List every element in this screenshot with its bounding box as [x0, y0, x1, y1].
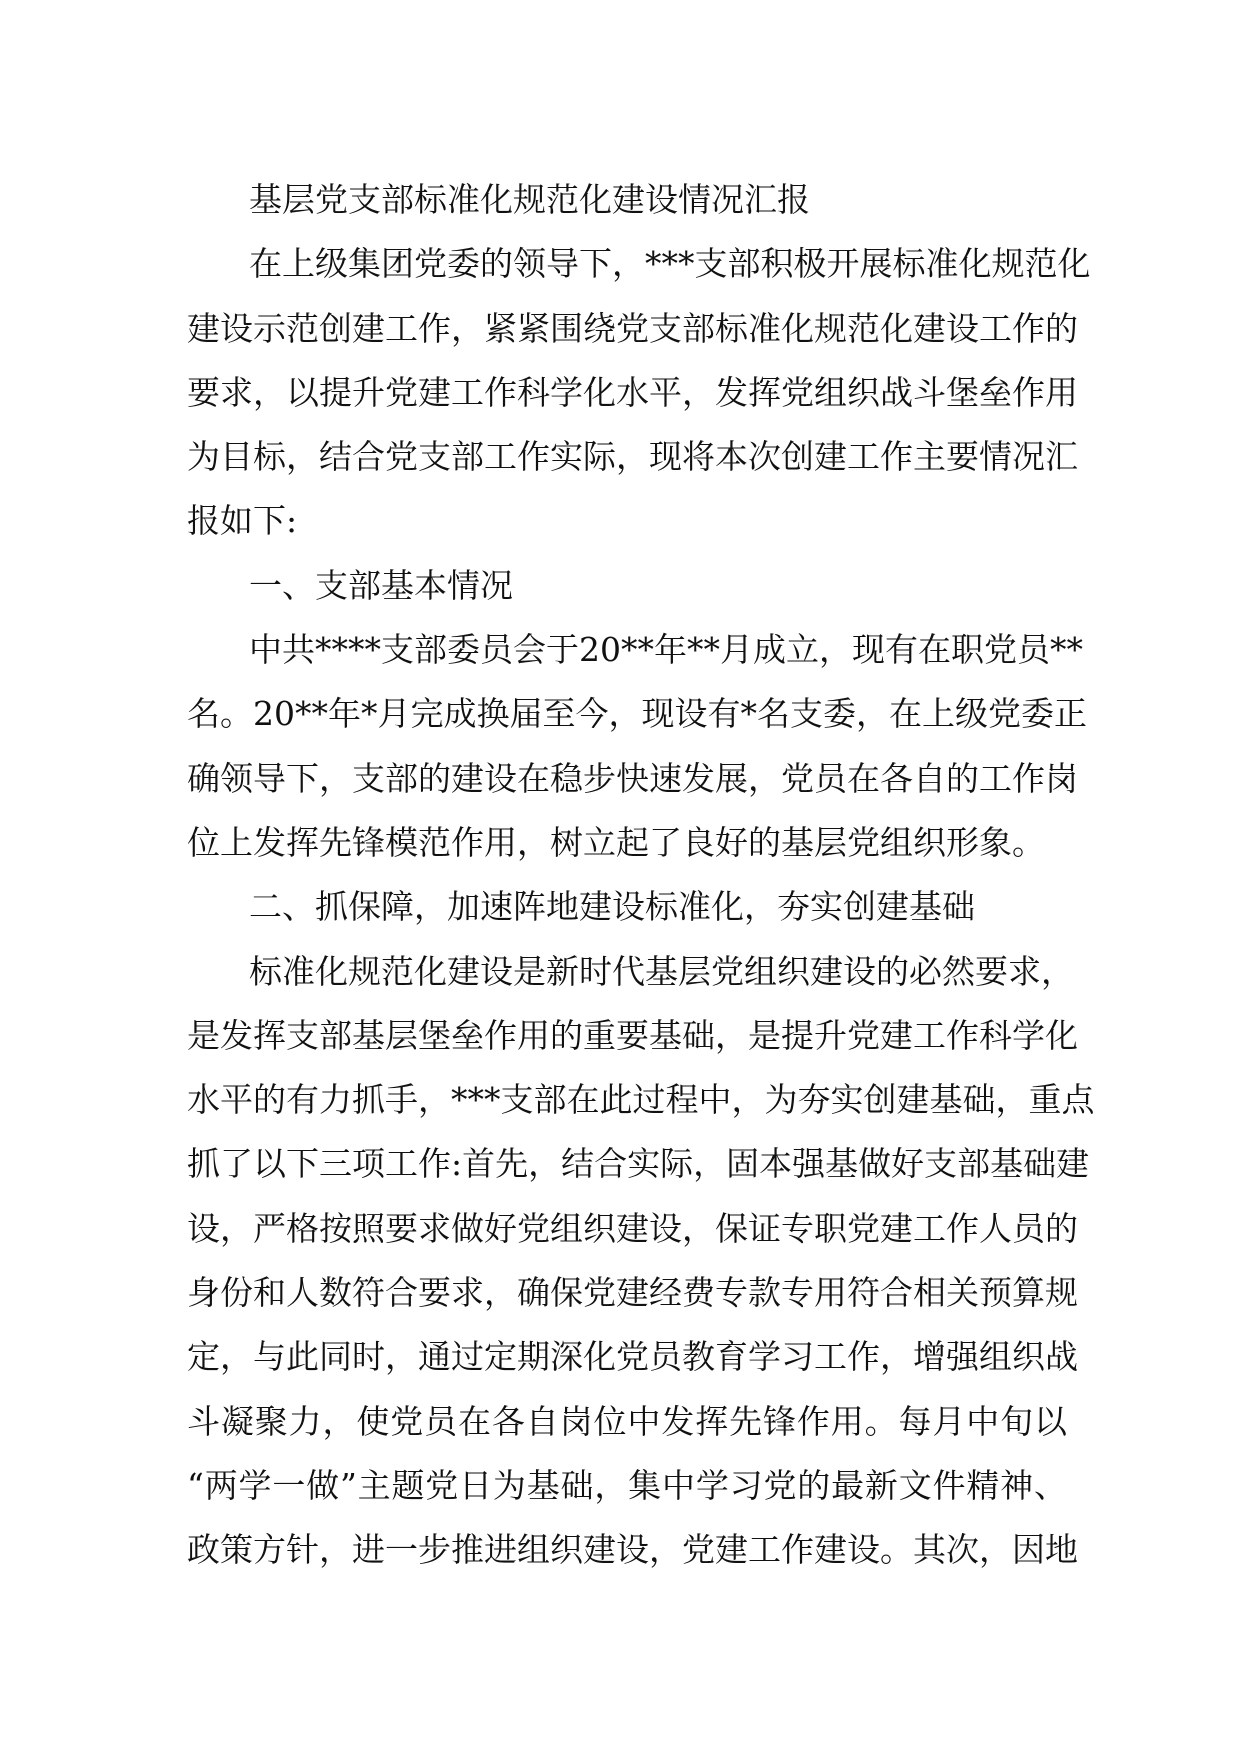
paragraph-line: 位上发挥先锋模范作用，树立起了良好的基层党组织形象。: [187, 822, 1045, 862]
paragraph-line: 定，与此同时，通过定期深化党员教育学习工作，增强组织战: [187, 1337, 1078, 1377]
paragraph-line: 报如下:: [187, 501, 298, 541]
paragraph-line: 名。20**年*月完成换届至今，现设有*名支委，在上级党委正: [187, 694, 1087, 734]
paragraph-line: 在上级集团党委的领导下，***支部积极开展标准化规范化: [249, 244, 1091, 284]
paragraph-line: 确领导下，支部的建设在稳步快速发展，党员在各自的工作岗: [187, 758, 1078, 798]
paragraph-line: 抓了以下三项工作:首先，结合实际，固本强基做好支部基础建: [187, 1144, 1090, 1184]
paragraph-line: 斗凝聚力，使党员在各自岗位中发挥先锋作用。每月中旬以: [187, 1401, 1067, 1441]
section-heading: 一、支部基本情况: [249, 565, 513, 605]
paragraph-line: 身份和人数符合要求，确保党建经费专款专用符合相关预算规: [187, 1273, 1078, 1313]
document-body: [187, 168, 1095, 1583]
paragraph-line: 中共****支部委员会于20**年**月成立，现有在职党员**: [249, 630, 1083, 670]
document-title: 基层党支部标准化规范化建设情况汇报: [249, 180, 810, 219]
paragraph-line: 标准化规范化建设是新时代基层党组织建设的必然要求，: [249, 951, 1074, 991]
paragraph-line: “两学一做”主题党日为基础，集中学习党的最新文件精神、: [187, 1465, 1067, 1505]
paragraph-line: 政策方针，进一步推进组织建设，党建工作建设。其次，因地: [187, 1530, 1078, 1570]
paragraph-line: 建设示范创建工作，紧紧围绕党支部标准化规范化建设工作的: [187, 308, 1078, 348]
section-heading: 二、抓保障，加速阵地建设标准化，夯实创建基础: [249, 887, 975, 927]
paragraph-line: 设，严格按照要求做好党组织建设，保证专职党建工作人员的: [187, 1208, 1078, 1248]
paragraph-line: 为目标，结合党支部工作实际，现将本次创建工作主要情况汇: [187, 437, 1078, 477]
paragraph-line: 是发挥支部基层堡垒作用的重要基础，是提升党建工作科学化: [187, 1015, 1078, 1055]
paragraph-line: 水平的有力抓手，***支部在此过程中，为夯实创建基础，重点: [187, 1080, 1095, 1120]
paragraph-line: 要求，以提升党建工作科学化水平，发挥党组织战斗堡垒作用: [187, 372, 1078, 412]
